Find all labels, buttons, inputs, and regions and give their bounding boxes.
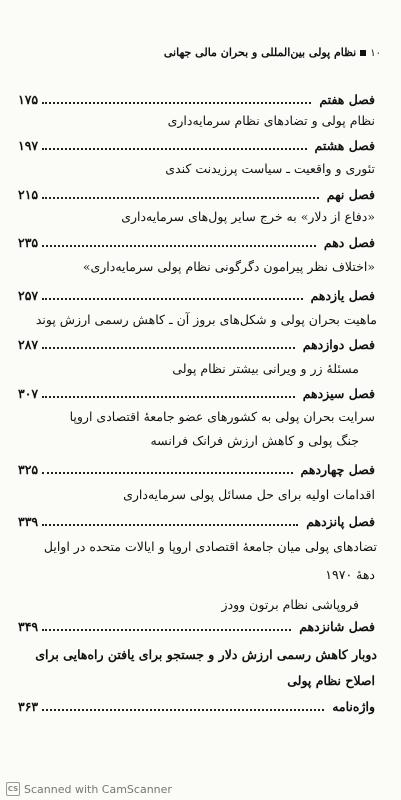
dot-leader <box>42 472 292 474</box>
toc-entry-chapter-8 <box>18 136 375 154</box>
dot-leader <box>42 298 302 300</box>
toc-entry-chapter-7 <box>18 90 375 108</box>
toc-chapter-title: فصل هفتم <box>319 92 375 107</box>
toc-page-number: ۲۳۵ <box>18 235 39 250</box>
toc-page-number: ۲۱۵ <box>18 187 39 202</box>
toc-subtitle: فروپاشی نظام برتون وودز <box>221 597 359 612</box>
dot-leader <box>42 629 291 631</box>
header-title: نظام پولی بین‌المللی و بحران مالی جهانی <box>163 46 357 59</box>
toc-entry-chapter-13 <box>18 384 375 402</box>
toc-page-number: ۳۲۵ <box>18 462 39 477</box>
toc-subtitle: سرایت بحران پولی به کشورهای عضو جامعهٔ اقتصادی اروپا <box>69 409 375 424</box>
dot-leader <box>42 102 311 104</box>
toc-entry-chapter-15 <box>18 512 375 530</box>
toc-page-number: ۲۵۷ <box>18 288 39 303</box>
toc-subtitle: جنگ پولی و کاهش ارزش فرانک فرانسه <box>150 433 359 448</box>
running-header <box>41 46 381 59</box>
toc-entry-glossary <box>18 697 375 715</box>
toc-subtitle: تضادهای پولی میان جامعهٔ اقتصادی اروپا و ایالات متحده در اوایل <box>43 539 377 554</box>
toc-entry-chapter-16 <box>18 617 375 635</box>
watermark-text: Scanned with CamScanner <box>24 782 172 796</box>
toc-page-number: ۳۶۳ <box>18 699 39 714</box>
dot-leader <box>42 245 316 247</box>
toc-subtitle: نظام پولی و تضادهای نظام سرمایه‌داری <box>167 113 375 128</box>
toc-page-number: ۳۰۷ <box>18 386 39 401</box>
toc-subtitle: «اختلاف نظر پیرامون دگرگونی نظام پولی سرمایه‌داری» <box>82 259 375 274</box>
toc-entry-chapter-12 <box>18 335 375 353</box>
toc-subtitle: مسئلهٔ زر و ویرانی بیشتر نظام پولی <box>172 361 359 376</box>
toc-subtitle: ماهیت بحران پولی و شکل‌های بروز آن ـ کاهش رسمی ارزش پوند <box>35 312 377 327</box>
toc-subtitle: اقدامات اولیه برای حل مسائل پولی سرمایه‌داری <box>123 487 375 502</box>
toc-chapter-title: فصل چهاردهم <box>300 462 375 477</box>
dot-leader <box>42 148 306 150</box>
toc-chapter-title: واژه‌نامه <box>332 699 375 714</box>
square-bullet-icon <box>360 50 366 56</box>
scanner-watermark <box>6 782 172 796</box>
toc-page-number: ۲۸۷ <box>18 337 39 352</box>
toc-page-number: ۳۴۹ <box>18 619 39 634</box>
toc-chapter-title: فصل شانزدهم <box>299 619 375 634</box>
toc-subtitle: دوبار کاهش رسمی ارزش دلار و جستجو برای یافتن راه‌هایی برای <box>35 647 377 662</box>
toc-chapter-title: فصل پانزدهم <box>306 514 375 529</box>
toc-entry-chapter-14 <box>18 460 375 478</box>
dot-leader <box>42 396 295 398</box>
toc-entry-chapter-11 <box>18 286 375 304</box>
toc-chapter-title: فصل دوازدهم <box>302 337 375 352</box>
dot-leader <box>42 347 295 349</box>
header-page-number: ۱۰ <box>370 48 381 59</box>
toc-page-number: ۱۹۷ <box>18 138 39 153</box>
toc-subtitle: دههٔ ۱۹۷۰ <box>325 567 375 582</box>
toc-entry-chapter-9 <box>18 185 375 203</box>
toc-subtitle: «دفاع از دلار» به خرج سایر پول‌های سرمایه‌داری <box>121 209 375 224</box>
toc-chapter-title: فصل دهم <box>323 235 375 250</box>
toc-subtitle: اصلاح نظام پولی <box>287 673 375 688</box>
toc-entry-chapter-10 <box>18 233 375 251</box>
camscanner-logo-icon: CS <box>6 782 20 796</box>
toc-chapter-title: فصل هشتم <box>314 138 375 153</box>
dot-leader <box>42 524 298 526</box>
toc-chapter-title: فصل سیزدهم <box>302 386 375 401</box>
toc-subtitle: تئوری و واقعیت ـ سیاست پرزیدنت کندی <box>165 161 375 176</box>
dot-leader <box>42 197 319 199</box>
toc-chapter-title: فصل نهم <box>326 187 375 202</box>
toc-page-number: ۳۳۹ <box>18 514 39 529</box>
toc-chapter-title: فصل یازدهم <box>310 288 375 303</box>
toc-page-number: ۱۷۵ <box>18 92 39 107</box>
dot-leader <box>42 709 324 711</box>
